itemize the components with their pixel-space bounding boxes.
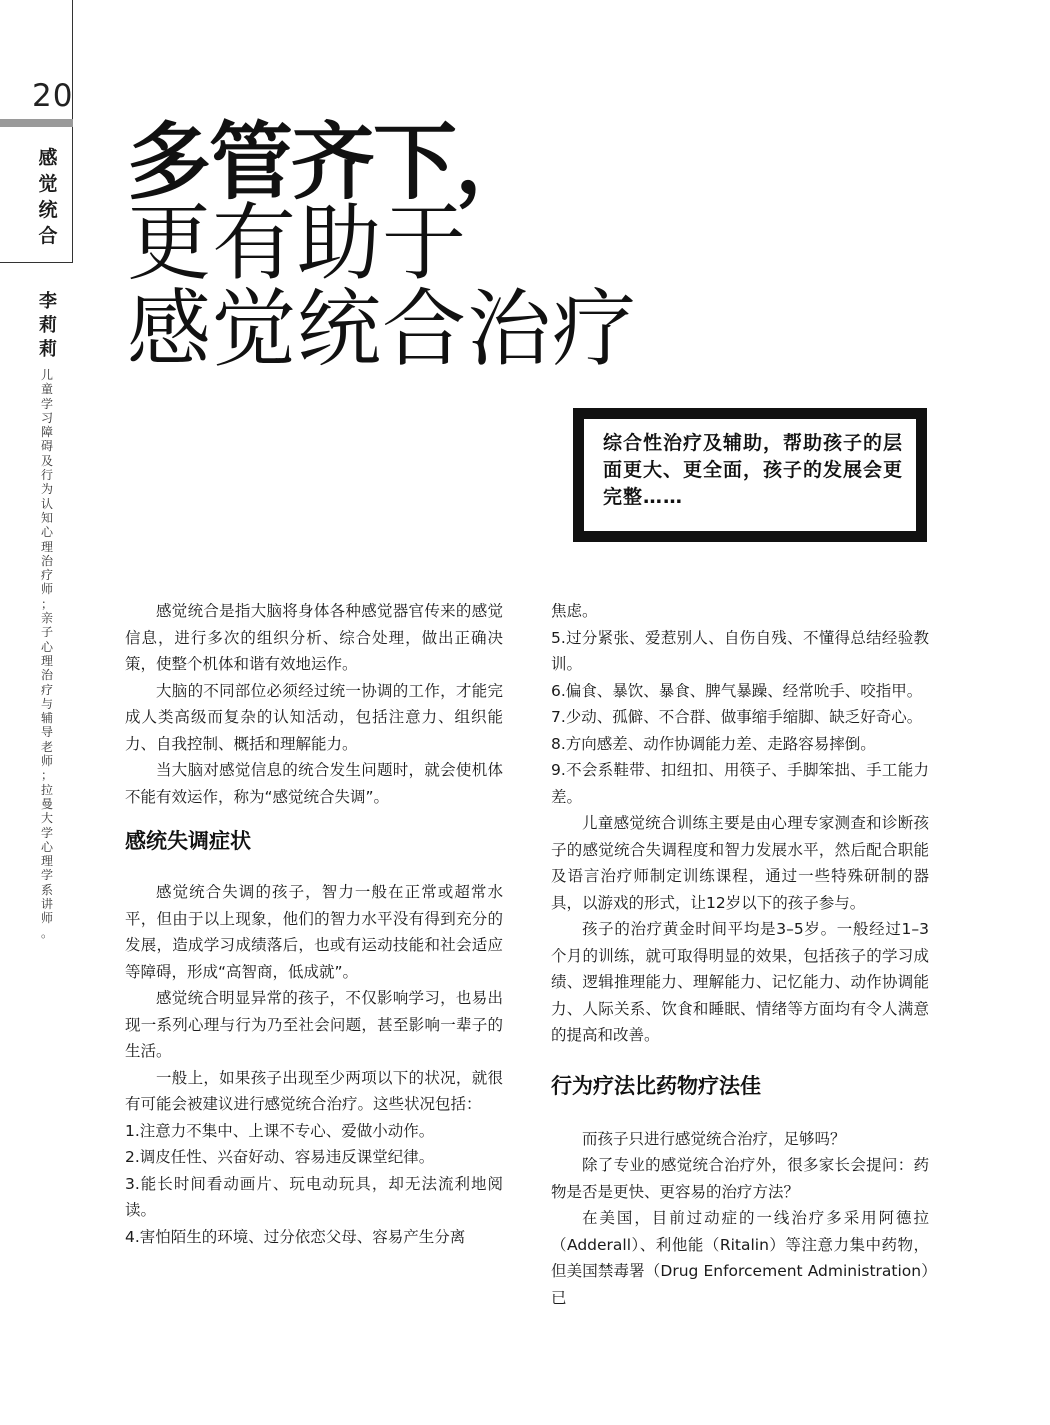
left-column	[125, 598, 503, 1250]
bio-char: 行	[40, 468, 53, 483]
bio-char: 拉	[40, 782, 53, 797]
bio-char: 讲	[40, 896, 53, 911]
paragraph: 而孩子只进行感觉统合治疗，足够吗？	[582, 1129, 846, 1148]
paragraph: 感觉统合失调的孩子，智力一般在正常或超常水平，但由于以上现象，他们的智力水平没有得到充分的发展，造成学习成绩落后，也或有运动技能和社会适应等障碍，形成“高智商，低成就”。	[125, 883, 503, 981]
list-item: 8.方向感差、动作协调能力差、走路容易摔倒。	[551, 734, 876, 753]
bio-char: 治	[40, 668, 53, 683]
list-item: 7.少动、孤僻、不合群、做事缩手缩脚、缺乏好奇心。	[551, 708, 923, 726]
bio-char: 治	[40, 553, 53, 568]
paragraph: 感觉统合是指大脑将身体各种感觉器官传来的感觉信息，进行多次的组织分析、综合处理，做出正确决策，使整个机体和谐有效地运作。	[125, 602, 503, 673]
bio-char: 心	[40, 639, 53, 654]
bio-char: 障	[40, 425, 53, 440]
bio-char: 学	[40, 868, 53, 883]
sidebar-separator	[0, 262, 73, 263]
author-name: 李 莉 莉	[39, 291, 57, 360]
paragraph: 感觉统合明显异常的孩子，不仅影响学习，也易出现一系列心理与行为乃至社会问题，甚至影响一辈子的生活。	[125, 989, 503, 1060]
bio-char: 师	[40, 754, 53, 769]
bio-char: 碍	[40, 439, 53, 454]
bio-char: 辅	[40, 711, 53, 726]
bio-char: 为	[40, 482, 53, 497]
bio-char: 大	[40, 811, 53, 826]
bio-char: 系	[40, 882, 53, 897]
bio-char: 认	[40, 496, 53, 511]
bio-char: 老	[40, 739, 53, 754]
bio-char: 知	[40, 510, 53, 525]
bio-char: 师	[40, 911, 53, 926]
bio-char: 子	[40, 625, 53, 640]
bio-char: 理	[40, 854, 53, 869]
page-number-bar	[0, 119, 73, 127]
list-item: 1.注意力不集中、上课不专心、爱做小动作。	[125, 1121, 435, 1140]
bio-char: 儿	[40, 368, 53, 382]
bio-char: 学	[40, 825, 53, 840]
title-line-1: 多管齐下，	[127, 113, 538, 211]
bio-char: 疗	[40, 682, 53, 697]
paragraph: 一般上，如果孩子出现至少两项以下的状况，就很有可能会被建议进行感觉统合治疗。这些状况包括：	[125, 1068, 503, 1113]
bio-char: 疗	[40, 568, 53, 583]
list-item: 焦虑。	[551, 602, 598, 620]
bio-char: 童	[40, 382, 53, 397]
bio-char: 师	[40, 582, 53, 597]
sidebar-divider-line	[72, 0, 73, 262]
bio-char: 与	[40, 696, 53, 711]
callout-text: 综合性治疗及辅助，帮助孩子的层面更大、更全面，孩子的发展会更完整……	[603, 432, 904, 508]
paragraph: 大脑的不同部位必须经过统一协调的工作，才能完成人类高级而复杂的认知活动，包括注意力、组织能力、自我控制、概括和理解能力。	[125, 681, 503, 753]
paragraph: 在美国，目前过动症的一线治疗多采用阿德拉（Adderall）、利他能（Ritalin）等注意力集中药物，但美国禁毒署（Drug Enforcement Administration）已	[551, 1209, 929, 1307]
section-heading: 感统失调症状	[125, 829, 251, 853]
paragraph: 除了专业的感觉统合治疗外，很多家长会提问：药物是否是更快、更容易的治疗方法？	[551, 1156, 929, 1201]
page-number: 20	[32, 78, 74, 114]
title-line-2: 更有助于	[127, 194, 468, 292]
title-line-3: 感觉统合治疗	[127, 280, 638, 378]
paragraph: 孩子的治疗黄金时间平均是3–5岁。一般经过1–3个月的训练，就可取得明显的效果，包括孩子的学习成绩、逻辑推理能力、理解能力、记忆能力、动作协调能力、人际关系、饮食和睡眠、情绪等方面均有令人满意的提高和改善。	[551, 920, 929, 1044]
bio-char: 心	[40, 839, 53, 854]
list-item: 2.调皮任性、兴奋好动、容易违反课堂纪律。	[125, 1148, 435, 1166]
section-label: 感 觉 统 合	[38, 147, 58, 247]
author-bio	[39, 368, 55, 940]
bio-char: 习	[40, 410, 53, 425]
callout-box	[573, 408, 927, 542]
bio-char: ；	[40, 768, 53, 783]
list-item: 5.过分紧张、爱惹别人、自伤自残、不懂得总结经验教训。	[551, 628, 929, 673]
bio-char: 导	[40, 725, 53, 740]
paragraph: 当大脑对感觉信息的统合发生问题时，就会使机体不能有效运作，称为“感觉统合失调”。	[125, 761, 503, 806]
bio-char: 曼	[40, 796, 53, 811]
bio-char: 理	[40, 539, 53, 554]
bio-char: 亲	[40, 611, 53, 626]
list-item: 4.害怕陌生的环境、过分依恋父母、容易产生分离	[125, 1227, 466, 1246]
right-column	[551, 598, 929, 1311]
bio-char: 理	[40, 653, 53, 668]
list-item: 9.不会系鞋带、扣纽扣、用筷子、手脚笨拙、手工能力差。	[551, 761, 929, 806]
section-heading: 行为疗法比药物疗法佳	[551, 1073, 761, 1098]
bio-char: 及	[40, 453, 53, 468]
paragraph: 儿童感觉统合训练主要是由心理专家测查和诊断孩子的感觉统合失调程度和智力发展水平，然后配合职能及语言治疗师制定训练课程，通过一些特殊研制的器具，以游戏的形式，让12岁以下的孩子参与。	[551, 814, 929, 912]
list-item: 3.能长时间看动画片、玩电动玩具，却无法流利地阅读。	[125, 1174, 503, 1219]
bio-char: 。	[40, 925, 53, 940]
list-item: 6.偏食、暴饮、暴食、脾气暴躁、经常吮手、咬指甲。	[551, 681, 923, 700]
bio-char: 学	[40, 396, 53, 411]
bio-char: ；	[40, 596, 53, 611]
bio-char: 心	[40, 525, 53, 540]
